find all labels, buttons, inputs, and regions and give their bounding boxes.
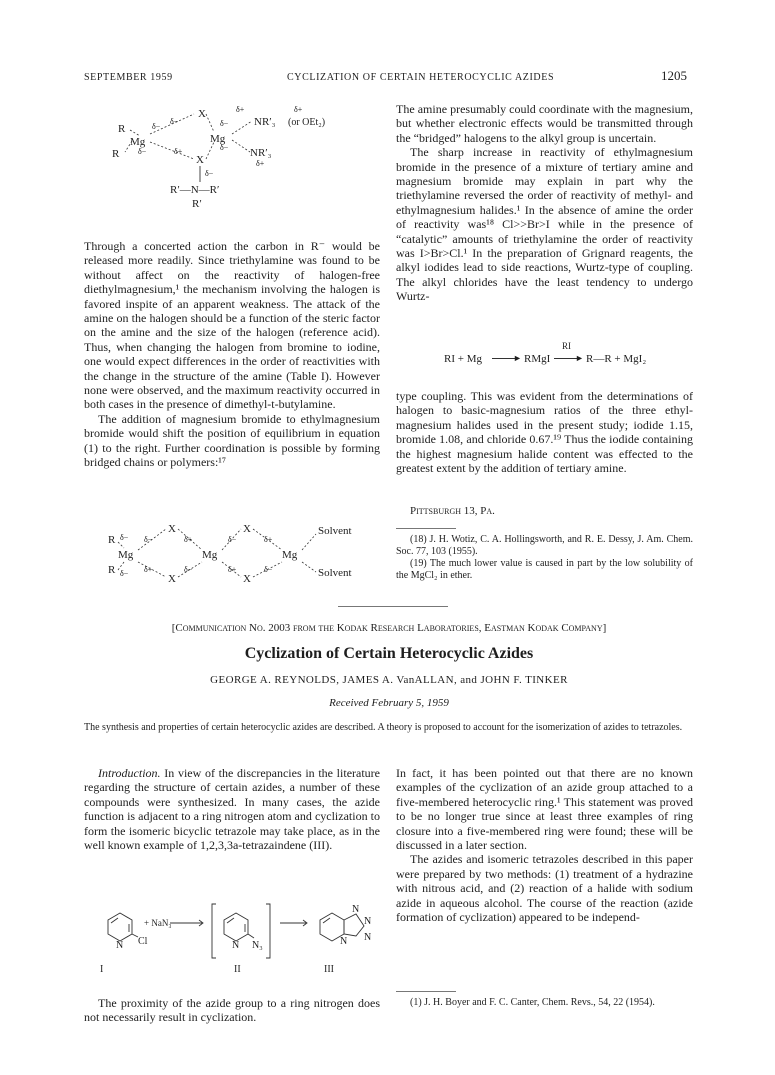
svg-text:δ−: δ−	[220, 119, 229, 128]
svg-text:δ−: δ−	[170, 117, 179, 126]
svg-text:δ+: δ+	[294, 105, 303, 114]
footnote-1-text: (1) J. H. Boyer and F. C. Canter, Chem. Revs., 54, 22 (1954).	[410, 997, 655, 1008]
running-header-title: CYCLIZATION OF CERTAIN HETEROCYCLIC AZIDES	[287, 72, 555, 83]
compound-label-ii: II	[234, 964, 241, 975]
compound-label-i: I	[100, 964, 104, 975]
svg-text:δ−: δ−	[120, 569, 129, 578]
azide-n3-label: N₃	[252, 940, 263, 951]
svg-text:δ−: δ−	[205, 169, 214, 178]
article-authors: GEORGE A. REYNOLDS, JAMES A. VanALLAN, and JOHN F. TINKER	[210, 674, 568, 686]
scheme-bridged-chain	[108, 520, 388, 590]
svg-text:δ+: δ+	[264, 535, 273, 544]
left-column-text	[84, 239, 380, 470]
right-paragraph-3: type coupling. This was evident from the determinations of halogen to basic-magnesium ratios of the three ethyl-magnesium halides used in the present study; iodide 1.15, bromide 1.08, and chloride 0.67.¹⁹ Thus the iodide containing the highest magnesium halide content was effected to the greatest extent by the addition of tertiary amine.	[396, 389, 693, 476]
svg-text:δ−: δ−	[120, 533, 129, 542]
svg-text:δ−: δ−	[220, 143, 229, 152]
abstract: The synthesis and properties of certain heterocyclic azides are described. A theory is proposed to account for the isomerization of azides to tetrazoles.	[84, 722, 683, 733]
communication-line: [Communication No. 2003 from the Kodak Research Laboratories, Eastman Kodak Company]	[171, 622, 607, 634]
svg-text:δ−: δ−	[144, 535, 153, 544]
scheme1-alt: (or OEt₂)	[288, 117, 326, 128]
footnote-rule	[396, 528, 456, 529]
svg-text:δ+: δ+	[256, 159, 265, 168]
scheme1-r-left: R	[118, 123, 126, 135]
scheme-azide-tetrazole	[88, 902, 378, 984]
intro-left-continued	[84, 996, 380, 1025]
pyridine-n-label: N	[116, 940, 124, 951]
scheme2-solvent-top: Solvent	[318, 525, 352, 537]
azide-n-label: N	[232, 940, 240, 951]
tetrazole-n-top: N	[352, 904, 360, 915]
right-column-text	[396, 102, 693, 304]
scheme1-nr3-bottom: NR′₃	[250, 147, 272, 159]
wurtz-equation: RI + Mg ► RMgI RI ► R—R + MgI₂	[444, 341, 647, 365]
reagent-label: + NaN₃	[144, 918, 172, 928]
right-column-continued	[396, 389, 693, 475]
footnote-1	[396, 997, 693, 1009]
scheme2-x-2: X	[243, 523, 251, 535]
scheme2-solvent-bottom: Solvent	[318, 567, 352, 579]
scheme2-x-1: X	[168, 523, 176, 535]
footnote-rule-2	[396, 991, 456, 992]
scheme2-r-top: R	[108, 534, 116, 546]
intro-right-paragraph-2: The azides and isomeric tetrazoles described in this paper were prepared by two methods: (1) treatment of a hydrazine with nitrous acid, and (2) reaction of a halide with sodium azide in aqueous alcohol. The course of the reaction (azide formation of cyclization) appeared to be independ-	[396, 852, 693, 925]
scheme1-x-top: X	[198, 108, 206, 120]
scheme1-mg-left: Mg	[130, 136, 146, 148]
svg-text:δ−: δ−	[264, 565, 273, 574]
compound-label-iii: III	[324, 964, 334, 975]
svg-text:δ+: δ+	[174, 147, 183, 156]
scheme1-r-bottom: R′	[192, 198, 202, 210]
scheme2-r-bottom: R	[108, 564, 116, 576]
article-separator	[338, 606, 448, 607]
tetrazole-n-right: N	[364, 916, 372, 927]
intro-right-paragraph-1: In fact, it has been pointed out that there are no known examples of the cyclization of an azide group attached to a five-membered heterocyclic ring.¹ This statement was proved to be no longer true since at least three examples of ring closure into a five-membered ring were found; these will be discussed in a later section.	[396, 766, 693, 853]
left-paragraph-1: Through a concerted action the carbon in R⁻ would be released more readily. Since triethylamine was found to be without affect on the reactivity of halogen-free diethylmagnesium,¹ the mechanism involving the halogen is favored inspite of an apparent weakness. The attack of the amine on the halogen should be a function of the steric factor on the amine and the size of the halogen (reference acid). Thus, when changing the halogen from bromine to iodine, one would expect differences in the order of reactivities with the change in the structure of the amine (Table I). However none were observed, and the maximum reactivity occurred in both cases in the presence of dimethyl-t-butylamine.	[84, 239, 380, 412]
svg-text:δ+: δ+	[236, 105, 245, 114]
chloride-label: Cl	[138, 936, 148, 947]
place-line: Pittsburgh 13, Pa.	[410, 505, 495, 517]
scheme2-mg-2: Mg	[202, 549, 218, 561]
running-header-date: SEPTEMBER 1959	[84, 72, 173, 83]
intro-left	[84, 766, 380, 852]
article-title: Cyclization of Certain Heterocyclic Azides	[244, 645, 534, 662]
page-number: 1205	[661, 68, 687, 83]
right-paragraph-2: The sharp increase in reactivity of ethylmagnesium bromide in the presence of a mixture of tertiary amine and magnesium bromide may explain in part why the triethylamine reversed the order of reactivity of methyl- and ethylmagnesium halides.¹ In the absence of amine the order of reactivity was¹⁸ Cl>>Br>I while in the presence of “catalytic” amounts of triethylamine the order of reactivity was I>Br>Cl.¹ In the preparation of Grignard reagents, the alkyl iodides lead to side reactions, Wurtz-type of coupling. The alkyl chlorides have the least tendency to undergo Wurtz-	[396, 145, 693, 304]
tetrazole-n-bridge: N	[340, 936, 348, 947]
footnote-19: (19) The much lower value is caused in part by the low solubility of the MgCl₂ in ether.	[396, 558, 693, 581]
scheme1-amine: R′—N—R′	[170, 184, 220, 196]
left-paragraph-2: The addition of magnesium bromide to ethylmagnesium bromide would shift the position of equilibrium in equation (1) to the right. Further coordination is possible by forming bridged chains or polymers:¹⁷	[84, 411, 380, 470]
intro-right	[396, 766, 693, 924]
svg-text:δ−: δ−	[184, 565, 193, 574]
intro-paragraph-2: The proximity of the azide group to a ring nitrogen does not necessarily result in cyclization.	[84, 996, 380, 1025]
footnotes-right	[396, 534, 693, 582]
scheme2-x-4: X	[243, 573, 251, 585]
scheme1-r-lower: R	[112, 148, 120, 160]
svg-text:δ+: δ+	[228, 565, 237, 574]
intro-label: Introduction.	[98, 766, 161, 780]
received-date: Received February 5, 1959	[329, 697, 449, 709]
svg-text:δ+: δ+	[144, 565, 153, 574]
scheme2-mg-1: Mg	[118, 549, 134, 561]
scheme-amine-complex	[110, 104, 370, 234]
scheme2-mg-3: Mg	[282, 549, 298, 561]
svg-text:δ−: δ−	[228, 535, 237, 544]
scheme2-x-3: X	[168, 573, 176, 585]
scheme1-x-bottom: X	[196, 154, 204, 166]
equation-right: R—R + MgI₂	[586, 353, 647, 365]
footnote-18: (18) J. H. Wotiz, C. A. Hollingsworth, and R. E. Dessy, J. Am. Chem. Soc. 77, 103 (1955).	[396, 534, 693, 557]
equation-left: RI + Mg	[444, 353, 482, 365]
svg-text:δ−: δ−	[138, 147, 147, 156]
equation-middle: RMgI	[524, 353, 551, 365]
tetrazole-n-bottom: N	[364, 932, 372, 943]
intro-paragraph-1: In view of the discrepancies in the literature regarding the structure of certain azides, a number of these compounds were synthesized. In many cases, the azide function is adjacent to a ring nitrogen atom and cyclization to form the isomeric bicyclic tetrazole may take place, as in the well known example of 1,2,3,3a-tetrazaindene (III).	[84, 766, 380, 853]
equation-arrow-label: RI	[562, 341, 571, 351]
svg-text:δ−: δ−	[152, 122, 161, 131]
svg-text:δ+: δ+	[184, 535, 193, 544]
scheme1-nr3-top: NR′₃	[254, 116, 276, 128]
right-paragraph-1: The amine presumably could coordinate with the magnesium, but whether electronic effects would be transmitted through the “bridged” halogens to the alkyl group is uncertain.	[396, 102, 693, 145]
scheme1-mg-right: Mg	[210, 133, 226, 145]
